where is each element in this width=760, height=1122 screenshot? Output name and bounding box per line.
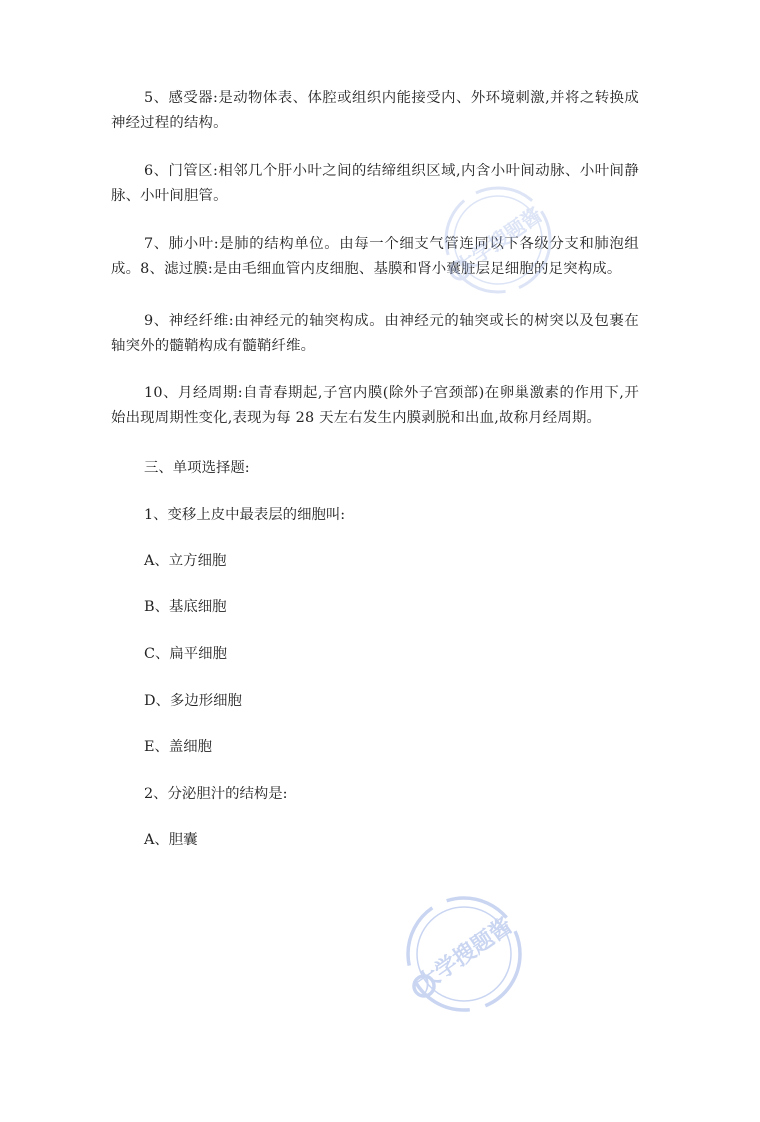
question-1-option-a: A、立方细胞 [144, 553, 227, 569]
question-1-option-b: B、基底细胞 [144, 599, 227, 615]
paragraph-menstrual-cycle [111, 381, 639, 431]
paragraph-receptor [111, 86, 639, 136]
paragraph-text: 10、月经周期:自青春期起,子宫内膜(除外子宫颈部)在卵巢激素的作用下,开始出现周期性变化,表现为每 28 天左右发生内膜剥脱和出血,故称月经周期。 [111, 385, 639, 426]
paragraph-text: 9、神经纤维:由神经元的轴突构成。由神经元的轴突或长的树突以及包裹在轴突外的髓鞘构成有髓鞘纤维。 [111, 313, 639, 354]
paragraph-text: 7、肺小叶:是肺的结构单位。由每一个细支气管连同以下各级分支和肺泡组成。8、滤过膜:是由毛细血管内皮细胞、基膜和肾小囊脏层足细胞的足突构成。 [111, 236, 639, 277]
svg-text:大学搜题酱: 大学搜题酱 [412, 913, 518, 998]
question-2-option-a: A、胆囊 [144, 832, 198, 848]
question-1-option-c: C、扁平细胞 [144, 646, 227, 662]
watermark-logo-seal [398, 888, 530, 1020]
section-heading: 三、单项选择题: [144, 460, 250, 476]
paragraph-portal-area [111, 159, 639, 209]
paragraph-text: 6、门管区:相邻几个肝小叶之间的结缔组织区域,内含小叶间动脉、小叶间静脉、小叶间胆管。 [111, 163, 639, 204]
paragraph-lung-lobule [111, 232, 639, 282]
question-2-stem: 2、分泌胆汁的结构是: [144, 786, 288, 802]
svg-text:大学搜题酱: 大学搜题酱 [450, 202, 547, 280]
paragraph-nerve-fiber [111, 309, 639, 359]
paragraph-text: 5、感受器:是动物体表、体腔或组织内能接受内、外环境刺激,并将之转换成神经过程的结构。 [111, 90, 639, 131]
question-1-stem: 1、变移上皮中最表层的细胞叫: [144, 507, 346, 523]
question-1-option-e: E、盖细胞 [144, 739, 213, 755]
question-1-option-d: D、多边形细胞 [144, 693, 242, 709]
